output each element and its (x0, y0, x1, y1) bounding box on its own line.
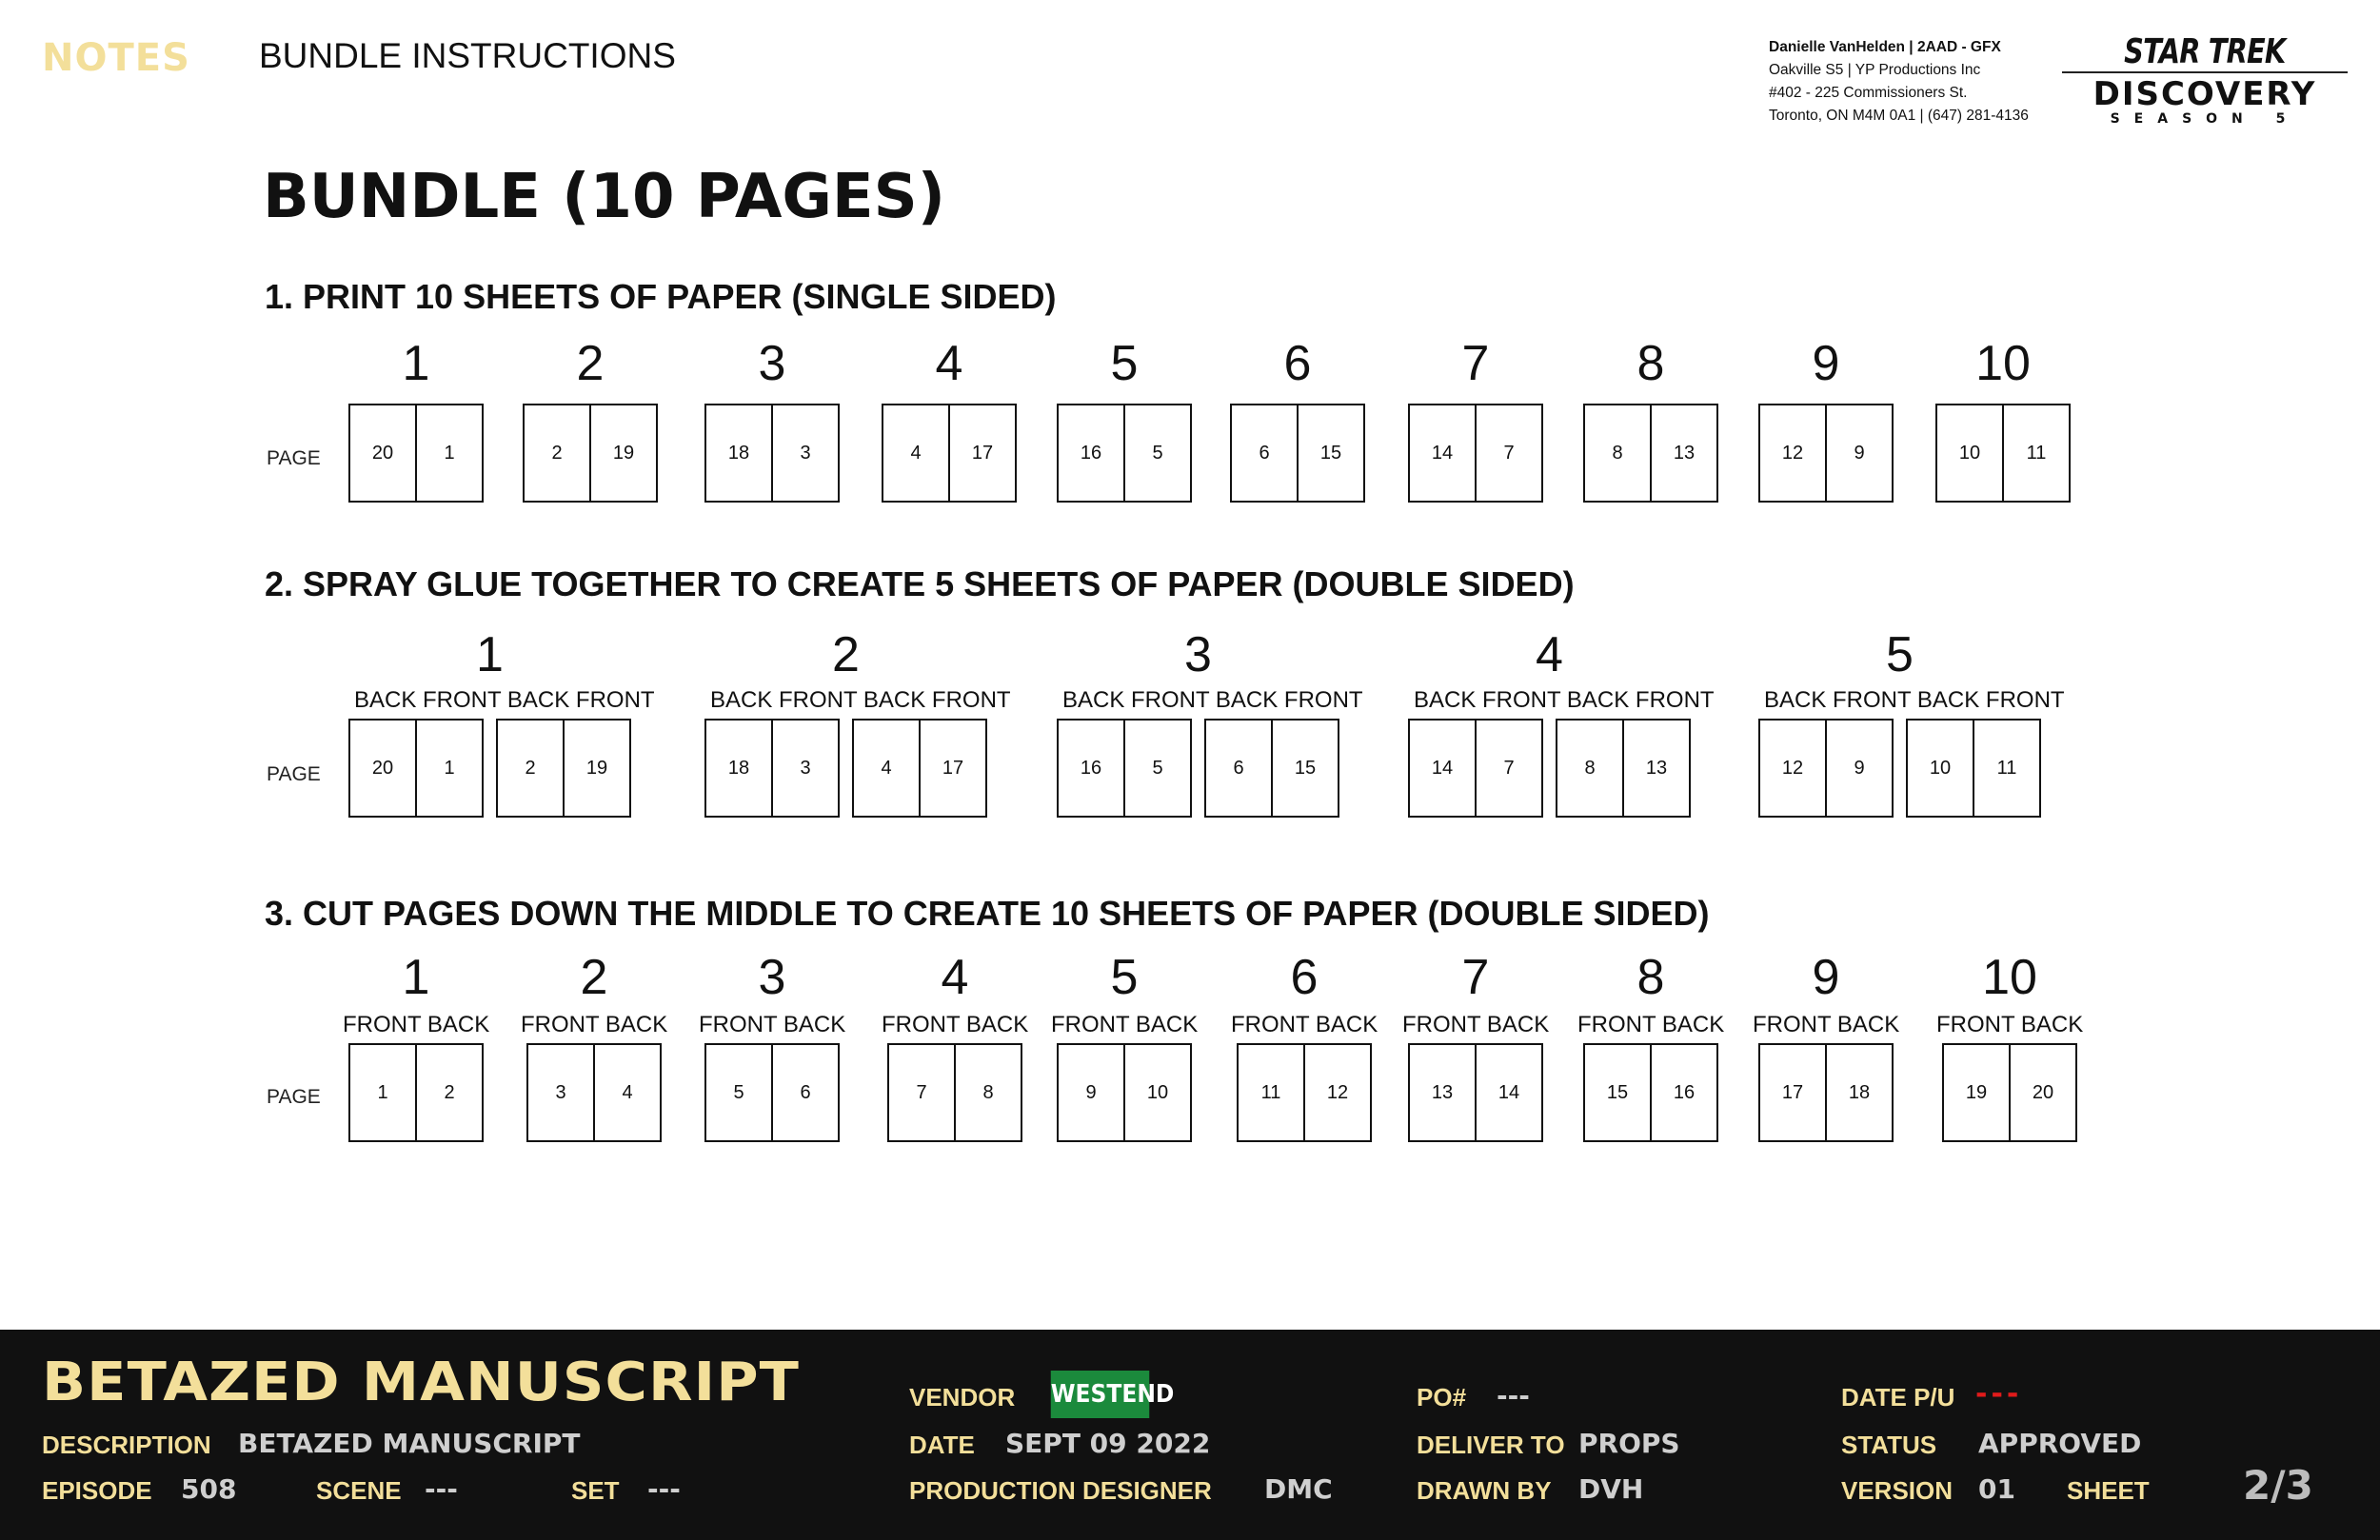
sheet-box (1906, 719, 2041, 818)
page-number: 4 (910, 442, 922, 464)
sheet-number: 9 (1812, 336, 1840, 391)
side-labels: FRONT BACK (1577, 1012, 1725, 1037)
side-labels: BACK FRONT BACK FRONT (354, 687, 655, 713)
page-number: 18 (1825, 1045, 1892, 1140)
po-label: PO# (1417, 1383, 1467, 1412)
side-labels: BACK FRONT BACK FRONT (1764, 687, 2065, 713)
sheet-box (1758, 719, 1894, 818)
page-label: PAGE (267, 1086, 321, 1108)
page-number: 14 (1475, 1045, 1541, 1140)
sheet-box (887, 1043, 1022, 1142)
page-number: 7 (1475, 405, 1541, 501)
status-label: STATUS (1841, 1431, 1937, 1459)
page-number: 10 (1123, 1045, 1190, 1140)
group-number: 4 (1536, 627, 1563, 682)
page-number: 7 (1475, 721, 1541, 816)
group-number: 3 (1184, 627, 1212, 682)
page-number: 9 (1825, 721, 1892, 816)
production-designer-value: DMC (1264, 1473, 1333, 1505)
sheet-box (1935, 404, 2071, 503)
page-number: 3 (771, 721, 838, 816)
sheet-box (1408, 404, 1543, 503)
page-number: 19 (1965, 1081, 1988, 1103)
sheet-number: 8 (1636, 336, 1665, 391)
page-number: 15 (1606, 1081, 1629, 1103)
page-number: 3 (555, 1081, 566, 1103)
description-value: BETAZED MANUSCRIPT (238, 1428, 581, 1459)
page-number: 13 (1622, 721, 1689, 816)
sheet-number: 10 (1975, 336, 2031, 391)
side-labels: BACK FRONT BACK FRONT (1062, 687, 1363, 713)
sheet-box (526, 1043, 662, 1142)
sheet-number: 4 (935, 336, 963, 391)
sheet-box (496, 719, 631, 818)
page-number: 12 (1781, 442, 1804, 464)
sheet-number: 5 (1110, 336, 1139, 391)
page-number: 11 (1260, 1081, 1281, 1103)
sheet-box (1556, 719, 1691, 818)
page-number: 12 (1303, 1045, 1370, 1140)
page-number: 5 (1123, 721, 1190, 816)
page-number: 12 (1781, 757, 1804, 779)
sheet-box (1057, 719, 1192, 818)
step2-title: 2. SPRAY GLUE TOGETHER TO CREATE 5 SHEETS OF PAPER (DOUBLE SIDED) (265, 564, 1575, 603)
group-number: 1 (476, 627, 504, 682)
status-value: APPROVED (1978, 1428, 2142, 1459)
logo-season: SEASON 5 (2110, 111, 2300, 127)
footer-title: BETAZED MANUSCRIPT (42, 1352, 800, 1413)
page-number: 10 (1929, 757, 1952, 779)
page-number: 2 (415, 1045, 482, 1140)
sheet-box (1057, 1043, 1192, 1142)
side-labels: FRONT BACK (699, 1012, 846, 1037)
side-labels: FRONT BACK (1936, 1012, 2084, 1037)
page-number: 18 (727, 442, 750, 464)
page-number: 1 (415, 405, 482, 501)
page-number: 6 (1233, 757, 1244, 779)
date-label: DATE (909, 1431, 975, 1459)
sheet-number: 9 (1812, 950, 1840, 1005)
star-trek-discovery-logo (2062, 32, 2348, 127)
page-number: 1 (377, 1081, 388, 1103)
version-value: 01 (1978, 1473, 2015, 1505)
contact-line: Toronto, ON M4M 0A1 | (647) 281-4136 (1769, 108, 2029, 124)
page-number: 14 (1431, 757, 1454, 779)
page-number: 16 (1650, 1045, 1716, 1140)
drawn-by-value: DVH (1578, 1473, 1644, 1505)
page-number: 5 (733, 1081, 744, 1103)
page-number: 7 (916, 1081, 927, 1103)
sheet-number: 6 (1283, 336, 1312, 391)
side-labels: FRONT BACK (1231, 1012, 1378, 1037)
date-pu-label: DATE P/U (1841, 1383, 1955, 1412)
sheet-number: 1 (402, 950, 430, 1005)
logo-star-trek: STAR TREK (2124, 32, 2286, 71)
group-number: 2 (832, 627, 860, 682)
side-labels: FRONT BACK (882, 1012, 1029, 1037)
page-number: 10 (1958, 442, 1981, 464)
page-number: 11 (1973, 721, 2039, 816)
sheet-number: 2 (576, 336, 605, 391)
side-labels: FRONT BACK (343, 1012, 490, 1037)
version-label: VERSION (1841, 1476, 1954, 1505)
sheet-box (1237, 1043, 1372, 1142)
drawn-by-label: DRAWN BY (1417, 1476, 1552, 1505)
page-number: 3 (771, 405, 838, 501)
page-number: 20 (371, 757, 394, 779)
logo-discovery: DISCOVERY (2092, 75, 2317, 113)
page-number: 16 (1080, 757, 1102, 779)
page-number: 15 (1271, 721, 1338, 816)
sheet-number: 6 (1290, 950, 1319, 1005)
notes-label: NOTES (42, 36, 190, 80)
page-number: 8 (1612, 442, 1623, 464)
side-labels: FRONT BACK (1753, 1012, 1900, 1037)
sheet-box (1942, 1043, 2077, 1142)
sheet-box (1583, 404, 1718, 503)
step1-title: 1. PRINT 10 SHEETS OF PAPER (SINGLE SIDED) (265, 277, 1057, 316)
page-number: 6 (1259, 442, 1270, 464)
logo-divider (2062, 71, 2348, 73)
date-pu-value: --- (1975, 1377, 2023, 1411)
sheet-box (704, 1043, 840, 1142)
page-number: 2 (551, 442, 563, 464)
deliver-to-value: PROPS (1578, 1428, 1680, 1459)
page-number: 4 (593, 1045, 660, 1140)
page-number: 14 (1431, 442, 1454, 464)
sheet-box (852, 719, 987, 818)
episode-label: EPISODE (42, 1476, 152, 1505)
side-labels: FRONT BACK (1051, 1012, 1199, 1037)
contact-line: Danielle VanHelden | 2AAD - GFX (1769, 39, 2001, 55)
sheet-number: 10 (1982, 950, 2037, 1005)
sheet-box (882, 404, 1017, 503)
vendor-label: VENDOR (909, 1383, 1016, 1412)
page-label: PAGE (267, 447, 321, 469)
page-number: 2 (525, 757, 536, 779)
description-label: DESCRIPTION (42, 1431, 211, 1459)
scene-value: --- (425, 1473, 458, 1505)
page-number: 1 (415, 721, 482, 816)
sheet-value: 2/3 (2243, 1462, 2313, 1509)
contact-block (1769, 36, 2029, 128)
sheet-number: 4 (941, 950, 969, 1005)
page-number: 9 (1085, 1081, 1097, 1103)
page-number: 17 (919, 721, 985, 816)
sheet-box (1583, 1043, 1718, 1142)
sheet-box (1408, 719, 1543, 818)
page-number: 8 (954, 1045, 1021, 1140)
set-value: --- (647, 1473, 681, 1505)
page-number: 17 (1781, 1081, 1804, 1103)
sheet-box (704, 404, 840, 503)
sheet-box (1204, 719, 1339, 818)
page-number: 5 (1123, 405, 1190, 501)
sheet-box (348, 404, 484, 503)
page-number: 17 (948, 405, 1015, 501)
sheet-number: 7 (1461, 950, 1490, 1005)
deliver-to-label: DELIVER TO (1417, 1431, 1565, 1459)
vendor-logo: WESTEND (1051, 1371, 1150, 1418)
sheet-box (1408, 1043, 1543, 1142)
page-number: 20 (2009, 1045, 2075, 1140)
sheet-number: 3 (758, 336, 786, 391)
scene-label: SCENE (316, 1476, 402, 1505)
page-number: 16 (1080, 442, 1102, 464)
page-number: 13 (1650, 405, 1716, 501)
page-number: 11 (2002, 405, 2069, 501)
sheet-number: 8 (1636, 950, 1665, 1005)
side-labels: BACK FRONT BACK FRONT (1414, 687, 1715, 713)
sheet-label: SHEET (2067, 1476, 2150, 1505)
production-designer-label: PRODUCTION DESIGNER (909, 1476, 1212, 1505)
sheet-box (1758, 1043, 1894, 1142)
page-number: 8 (1584, 757, 1596, 779)
side-labels: BACK FRONT BACK FRONT (710, 687, 1011, 713)
sheet-number: 7 (1461, 336, 1490, 391)
sheet-number: 1 (402, 336, 430, 391)
sheet-box (523, 404, 658, 503)
header-title: BUNDLE INSTRUCTIONS (259, 36, 676, 75)
sheet-box (704, 719, 840, 818)
page-label: PAGE (267, 763, 321, 785)
step3-title: 3. CUT PAGES DOWN THE MIDDLE TO CREATE 10 SHEETS OF PAPER (DOUBLE SIDED) (265, 894, 1710, 933)
page-number: 18 (727, 757, 750, 779)
contact-line: Oakville S5 | YP Productions Inc (1769, 62, 1981, 78)
side-labels: FRONT BACK (1402, 1012, 1550, 1037)
group-number: 5 (1886, 627, 1914, 682)
page-number: 9 (1825, 405, 1892, 501)
date-value: SEPT 09 2022 (1005, 1428, 1211, 1459)
page-number: 13 (1431, 1081, 1454, 1103)
page-number: 15 (1297, 405, 1363, 501)
sheet-number: 3 (758, 950, 786, 1005)
page-number: 20 (371, 442, 394, 464)
contact-line: #402 - 225 Commissioners St. (1769, 85, 1968, 101)
sheet-number: 2 (580, 950, 608, 1005)
page-number: 6 (771, 1045, 838, 1140)
sheet-box (1057, 404, 1192, 503)
page-title: BUNDLE (10 PAGES) (263, 162, 945, 232)
sheet-box (348, 719, 484, 818)
sheet-box (1758, 404, 1894, 503)
sheet-box (348, 1043, 484, 1142)
sheet-box (1230, 404, 1365, 503)
po-value: --- (1497, 1380, 1530, 1412)
set-label: SET (571, 1476, 620, 1505)
episode-value: 508 (181, 1473, 237, 1505)
page-number: 19 (589, 405, 656, 501)
sheet-number: 5 (1110, 950, 1139, 1005)
page-number: 19 (563, 721, 629, 816)
page-number: 4 (881, 757, 892, 779)
side-labels: FRONT BACK (521, 1012, 668, 1037)
